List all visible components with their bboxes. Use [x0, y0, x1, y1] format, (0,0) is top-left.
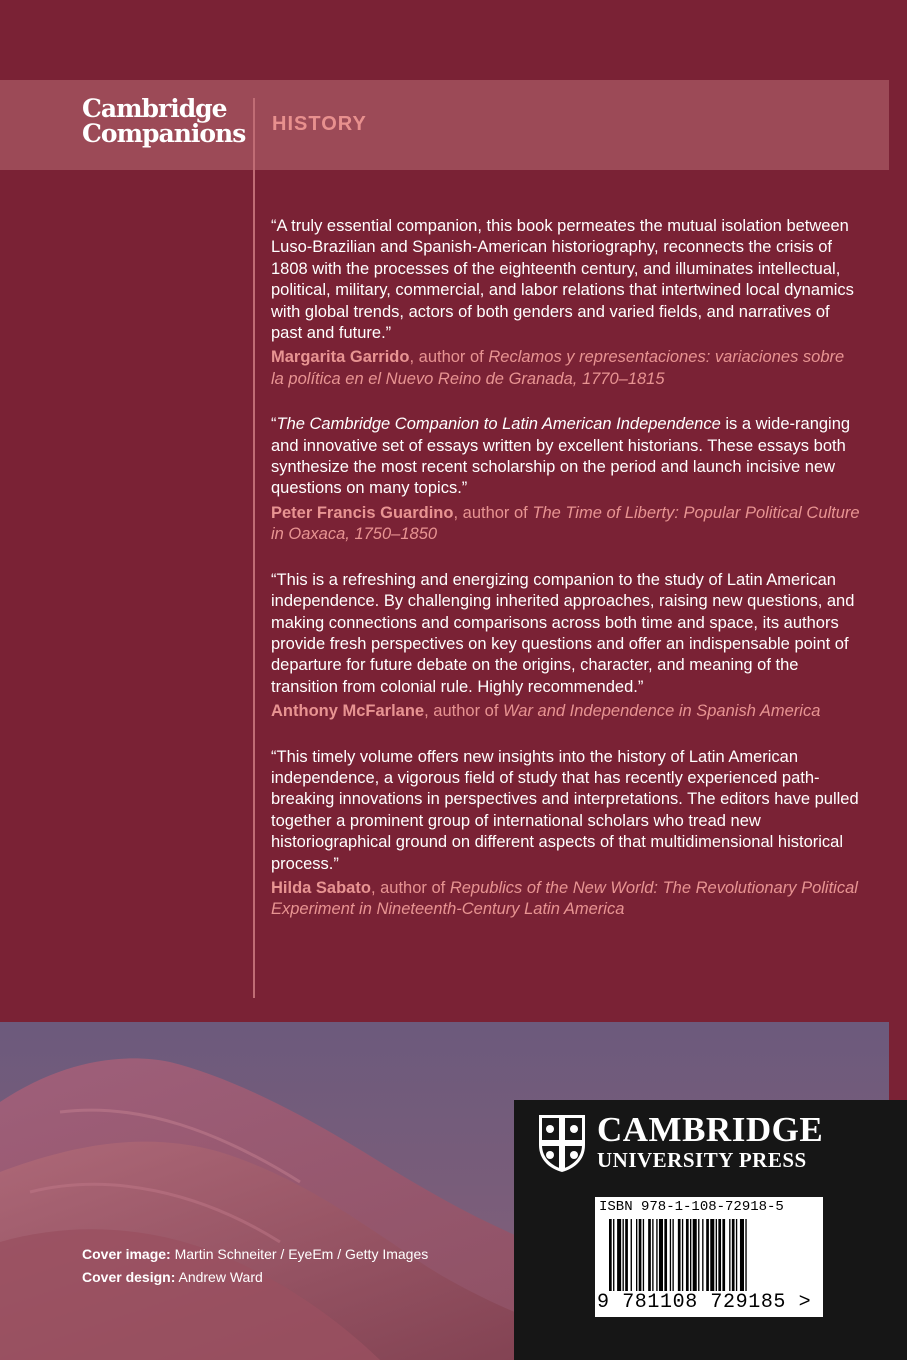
endorsements: [271, 216, 861, 945]
endorser-work-title: The Time of Liberty: Popular Political Culture in Oaxaca, 1750–1850: [271, 503, 860, 544]
barcode-bar: [716, 1219, 717, 1291]
publisher-name-line1: CAMBRIDGE: [597, 1110, 824, 1149]
isbn-text: ISBN 978-1-108-72918-5: [599, 1199, 784, 1215]
university-crest-icon: [537, 1113, 587, 1173]
barcode-bar: [740, 1219, 744, 1291]
barcode-bar: [736, 1219, 737, 1291]
author-of-text: , author of: [409, 348, 489, 367]
barcode-bar: [745, 1219, 746, 1291]
barcode-bar: [678, 1219, 681, 1291]
publisher-name: [597, 1112, 823, 1172]
barcode-bar: [686, 1219, 689, 1291]
barcode-bar: [693, 1219, 697, 1291]
barcode-bar: [617, 1219, 621, 1291]
barcode-bar: [625, 1219, 628, 1291]
endorsement-attribution: [271, 701, 861, 722]
barcode-bar: [636, 1219, 637, 1291]
author-of-text: , author of: [453, 503, 533, 522]
barcode-bar: [710, 1219, 714, 1291]
barcode-bar: [706, 1219, 709, 1291]
barcode-bar: [623, 1219, 624, 1291]
barcode-bar: [648, 1219, 651, 1291]
barcode-bar: [690, 1219, 691, 1291]
barcode-bar: [722, 1219, 725, 1291]
cover-image-value: Martin Schneiter / EyeEm / Getty Images: [170, 1246, 429, 1262]
endorser-name: Peter Francis Guardino: [271, 503, 454, 522]
barcode: [595, 1197, 823, 1317]
endorsement-sabato: [271, 747, 861, 921]
endorser-name: Anthony McFarlane: [271, 702, 425, 721]
cover-design-value: Andrew Ward: [175, 1269, 263, 1285]
endorsement-garrido: [271, 216, 861, 390]
endorsement-quote: “This is a refreshing and energizing companion to the study of Latin American independence. By challenging inherited approaches, raising new questions, and making connections and comparisons across both time and space, its authors provide fresh perspectives on key questions and offer an indispensable point of departure for future debate on the origins, character, and meaning of the transition from colonial rule. Highly recommended.”: [271, 570, 855, 696]
quote-open-mark: “: [271, 415, 277, 434]
endorsement-attribution: [271, 878, 861, 921]
quote-book-title: The Cambridge Companion to Latin American Independence: [276, 415, 721, 434]
endorsement-mcfarlane: [271, 570, 861, 723]
barcode-bar: [732, 1219, 735, 1291]
endorsement-quote: “This timely volume offers new insights into the history of Latin American independence, a vigorous field of study that has recently experienced path-breaking innovations in perspectives and interpretations. The editors have pulled together a prominent group of international scholars who tread new historiographical ground on different aspects of that multidimensional historical process.”: [271, 747, 859, 873]
barcode-bar: [639, 1219, 642, 1291]
cover-design-credit: [82, 1266, 428, 1289]
barcode-bar: [643, 1219, 644, 1291]
subject-label: HISTORY: [272, 113, 367, 135]
cover-credits: [82, 1243, 428, 1289]
quote-body: is a wide-ranging and innovative set of essays written by excellent historians. These essays both synthesize the most recent scholarship on the period and launch incisive new questions on many topics.”: [271, 415, 851, 498]
endorsement-guardino: [271, 414, 861, 545]
barcode-bar: [664, 1219, 667, 1291]
endorser-name: Margarita Garrido: [271, 348, 410, 367]
barcode-bar: [729, 1219, 730, 1291]
barcode-bar: [652, 1219, 653, 1291]
cover-image-label: Cover image:: [82, 1246, 171, 1262]
author-of-text: , author of: [370, 878, 450, 897]
barcode-bar: [682, 1219, 683, 1291]
endorsement-attribution: [271, 347, 861, 390]
barcode-bar: [613, 1219, 614, 1291]
series-logo-line2: Companions: [82, 119, 246, 148]
barcode-bar: [656, 1219, 657, 1291]
barcode-digits: 9 781108 729185 >: [597, 1291, 812, 1314]
barcode-bar: [631, 1219, 632, 1291]
series-logo: [82, 96, 252, 146]
endorser-work-title: War and Independence in Spanish America: [503, 702, 821, 721]
cover-design-label: Cover design:: [82, 1269, 176, 1285]
series-logo-line1: Cambridge: [82, 94, 227, 123]
endorsement-quote: [271, 414, 861, 500]
endorsement-quote: “A truly essential companion, this book permeates the mutual isolation between Luso-Brazilian and Spanish-American historiography, reconnects the crisis of 1808 with the processes of the eighteenth century, and illuminates intellectual, political, military, commercial, and labor relations that intertwined local dynamics with global trends, actors of both genders and varied fields, and narratives of past and future.”: [271, 217, 854, 343]
endorsement-attribution: [271, 503, 861, 546]
barcode-bar: [670, 1219, 671, 1291]
barcode-bar: [698, 1219, 699, 1291]
author-of-text: , author of: [424, 702, 503, 721]
barcode-bar: [672, 1219, 673, 1291]
barcode-bar: [702, 1219, 703, 1291]
publisher-name-line2: UNIVERSITY PRESS: [597, 1148, 807, 1172]
cover-image-credit: [82, 1243, 428, 1266]
barcode-bars: [609, 1219, 809, 1291]
barcode-bar: [659, 1219, 663, 1291]
endorser-work-title: Republics of the New World: The Revolutionary Political Experiment in Nineteenth-Century Latin America: [271, 878, 858, 919]
endorser-name: Hilda Sabato: [271, 878, 371, 897]
barcode-bar: [609, 1219, 612, 1291]
endorser-work-title: Reclamos y representaciones: variaciones sobre la política en el Nuevo Reino de Granada, 1770–1815: [271, 348, 845, 388]
barcode-bar: [718, 1219, 721, 1291]
divider-line: [253, 98, 255, 998]
